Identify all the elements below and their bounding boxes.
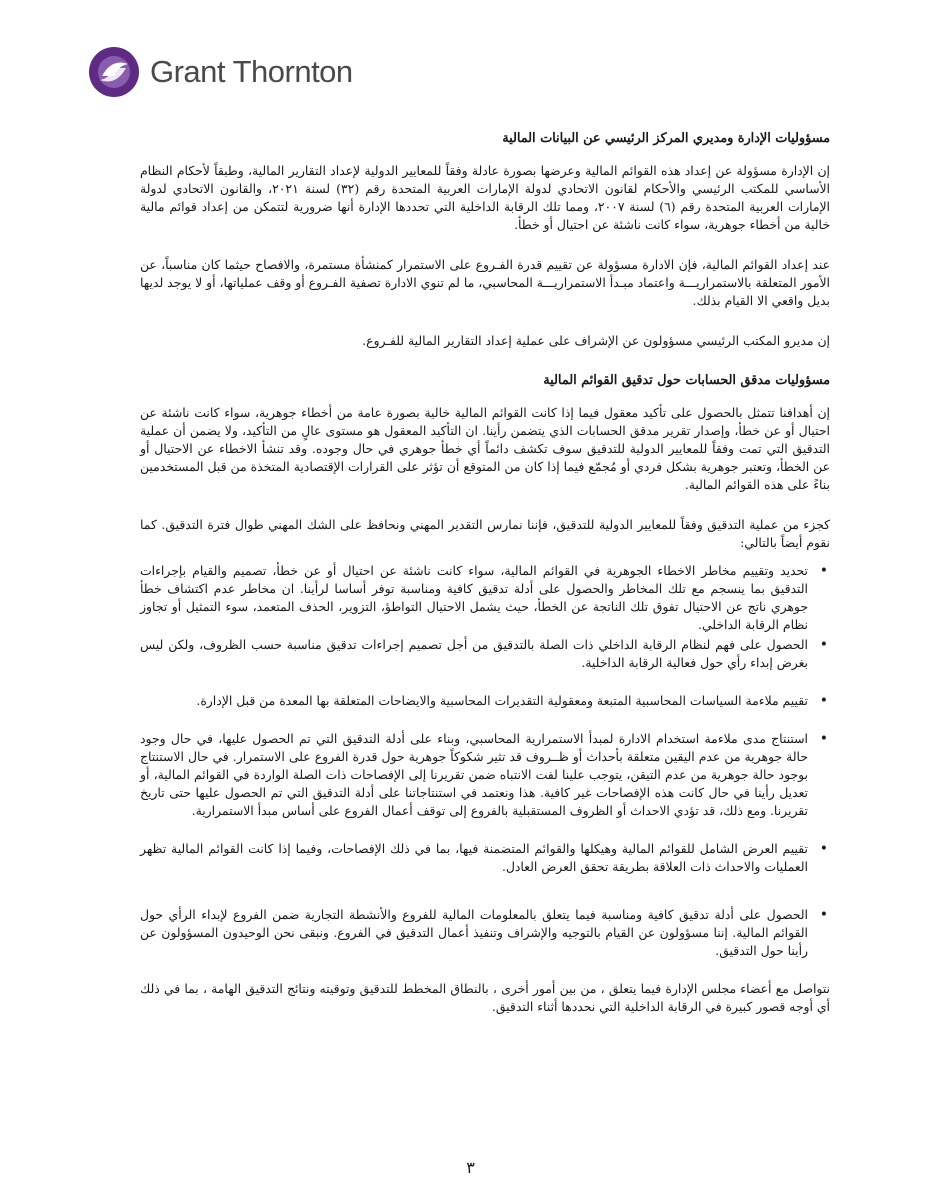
- paragraph: عند إعداد القوائم المالية، فإن الادارة مسؤولة عن تقييم قدرة الفـروع على الاستمرار كمنشأة مستمرة، والافصاح حيثما كان مناسباً، عن الأمور المتعلقة بالاستمراريـــة واعتماد مبـدأ الاستمراريـــة المحاسبي، ما لم تنوي الادارة تصفية الفـروع أو وقف عملياتها، أو لا يوجد لديها بديل واقعي الا القيام بذلك.: [140, 257, 830, 308]
- paragraph: إن الإدارة مسؤولة عن إعداد هذه القوائم المالية وعرضها بصورة عادلة وفقاً للمعايير الدولية لإعداد التقارير المالية، وطبقاً لأحكام النظام الأساسي للمكتب الرئيسي والأحكام لقانون الاتحادي لدولة الإمارات العربية المتحدة رقم (٣٢) لسنة ٢٠٢١، والقانون الاتحادي لدولة الإمارات العربية المتحدة رقم (٦) لسنة ٢٠٠٧، ومما تلك الرقابة الداخلية التي تحددها الإدارة أنها ضرورية لتتمكن من إعداد قوائم مالية خالية من أخطاء جوهرية، سواء كانت ناشئة عن احتيال أو خطأ.: [140, 163, 830, 232]
- page-number: ٣: [466, 1158, 475, 1177]
- list-item: • الحصول على فهم لنظام الرقابة الداخلي ذات الصلة بالتدقيق من أجل تصميم إجراءات تدقيق مناسبة حسب الظروف، ولكن ليس بغرض إبداء رأي حول فعالية الرقابة الداخلية.: [140, 636, 808, 672]
- closing-paragraph: نتواصل مع أعضاء مجلس الإدارة فيما يتعلق ، من بين أمور أخرى ، بالنطاق المخطط للتدقيق وتوقيته ونتائج التدقيق الهامة ، بما في ذلك أي أوجه قصور كبيرة في الرقابة الداخلية التي نحددها أثناء التدقيق.: [140, 981, 830, 1014]
- grant-thornton-logo: [88, 46, 353, 98]
- paragraph: إن أهدافنا تتمثل بالحصول على تأكيد معقول فيما إذا كانت القوائم المالية خالية بصورة عامة من أخطاء جوهرية، سواء كانت ناشئة عن احتيال أو عن خطأ، وإصدار تقرير مدقق الحسابات الذي يتضمن رأينا. ان التأكيد المعقول هو مستوى عالٍ من التأكيد، ولا يضمن أن عملية التدقيق التي تمت وفقاً للمعايير الدولية للتدقيق سوف تكشف دائماً أي خطأ جوهري في حال وجوده. وقد تنشأ الاخطاء عن الاحتيال أو عن الخطأ، وتعتبر جوهرية بشكل فردي أو مُجمّع فيما إذا كان من المتوقع أن تؤثر على القرارات الإقتصادية المتخذة من قبل المستخدمين بناءً على هذه القوائم المالية.: [140, 405, 830, 492]
- grant-thornton-logo-icon: [88, 46, 140, 98]
- list-item: • استنتاج مدى ملاءمة استخدام الادارة لمبدأ الاستمرارية المحاسبي، وبناء على أدلة التدقيق التي تم الحصول عليها، في حال وجود حالة جوهرية من عدم اليقين متعلقة بأحداث أو ظــروف قد تثير شكوكاً جوهرية حول قدرة الفروع على الاستمرار. في حال الاستنتاج بوجود حالة جوهرية من عدم التيقن، يتوجب علينا لفت الانتباه ضمن تقريرنا إلى الإفصاحات ذات الصلة الواردة في القوائم المالية، أو تعديل رأينا في حال كانت هذه الإفصاحات غير كافية. هذا ونعتمد في استنتاجاتنا على أدلة التدقيق التي تم الحصول عليها حتى تاريخ تقريرنا. ومع ذلك، قد تؤدي الاحداث أو الظروف المستقبلية بالفروع إلى توقف أعمال الفروع على أساس مبدأ الاستمرارية.: [140, 730, 808, 820]
- document-body: [140, 130, 830, 1038]
- list-item: • تقييم العرض الشامل للقوائم المالية وهيكلها والقوائم المتضمنة فيها، بما في ذلك الإفصاحات، وفيما إذا كانت القوائم المالية تظهر العمليات والاحداث ذات العلاقة بطريقة تحقق العرض العادل.: [140, 840, 808, 876]
- list-item: • الحصول على أدلة تدقيق كافية ومناسبة فيما يتعلق بالمعلومات المالية للفروع والأنشطة التجارية ضمن الفروع لإبداء الرأي حول القوائم المالية. إننا مسؤولون عن القيام بالتوجيه والإشراف وتنفيذ أعمال التدقيق في الفروع. ونبقى نحن الوحيدون المسؤولون عن رأينا حول التدقيق.: [140, 906, 808, 960]
- bullet-list: [140, 562, 830, 960]
- paragraph: إن مديرو المكتب الرئيسي مسؤولون عن الإشراف على عملية إعداد التقارير المالية للفـروع.: [362, 333, 830, 348]
- section-heading-auditor: مسؤوليات مدقق الحسابات حول تدقيق القوائم المالية: [543, 373, 830, 388]
- list-item: • تقييم ملاءمة السياسات المحاسبية المتبعة ومعقولية التقديرات المحاسبية والايضاحات المتعلقة بها المعدة من قبل الإدارة.: [140, 692, 808, 710]
- brand-name: Grant Thornton: [150, 54, 353, 89]
- list-item: • تحديد وتقييم مخاطر الاخطاء الجوهرية في القوائم المالية، سواء كانت ناشئة عن احتيال أو عن خطأ، تصميم والقيام بإجراءات التدقيق بما ينسجم مع تلك المخاطر والحصول على أدلة تدقيق كافية ومناسبة توفر أساسا لرأينا. ان مخاطر عدم اكتشاف خطأ جوهري ناتج عن الاحتيال تفوق تلك الناتجة عن الخطأ، حيث يشمل الاحتيال التواطؤ، التزوير، الحذف المتعمد، سوء التمثيل أو تجاوز نظام الرقابة الداخلي.: [140, 562, 808, 634]
- paragraph: كجزء من عملية التدقيق وفقاً للمعايير الدولية للتدقيق، فإننا نمارس التقدير المهني ونحافظ على الشك المهني طوال فترة التدقيق. كما نقوم أيضاً بالتالي:: [140, 517, 830, 550]
- section-heading-management: مسؤوليات الإدارة ومديري المركز الرئيسي عن البيانات المالية: [502, 131, 830, 146]
